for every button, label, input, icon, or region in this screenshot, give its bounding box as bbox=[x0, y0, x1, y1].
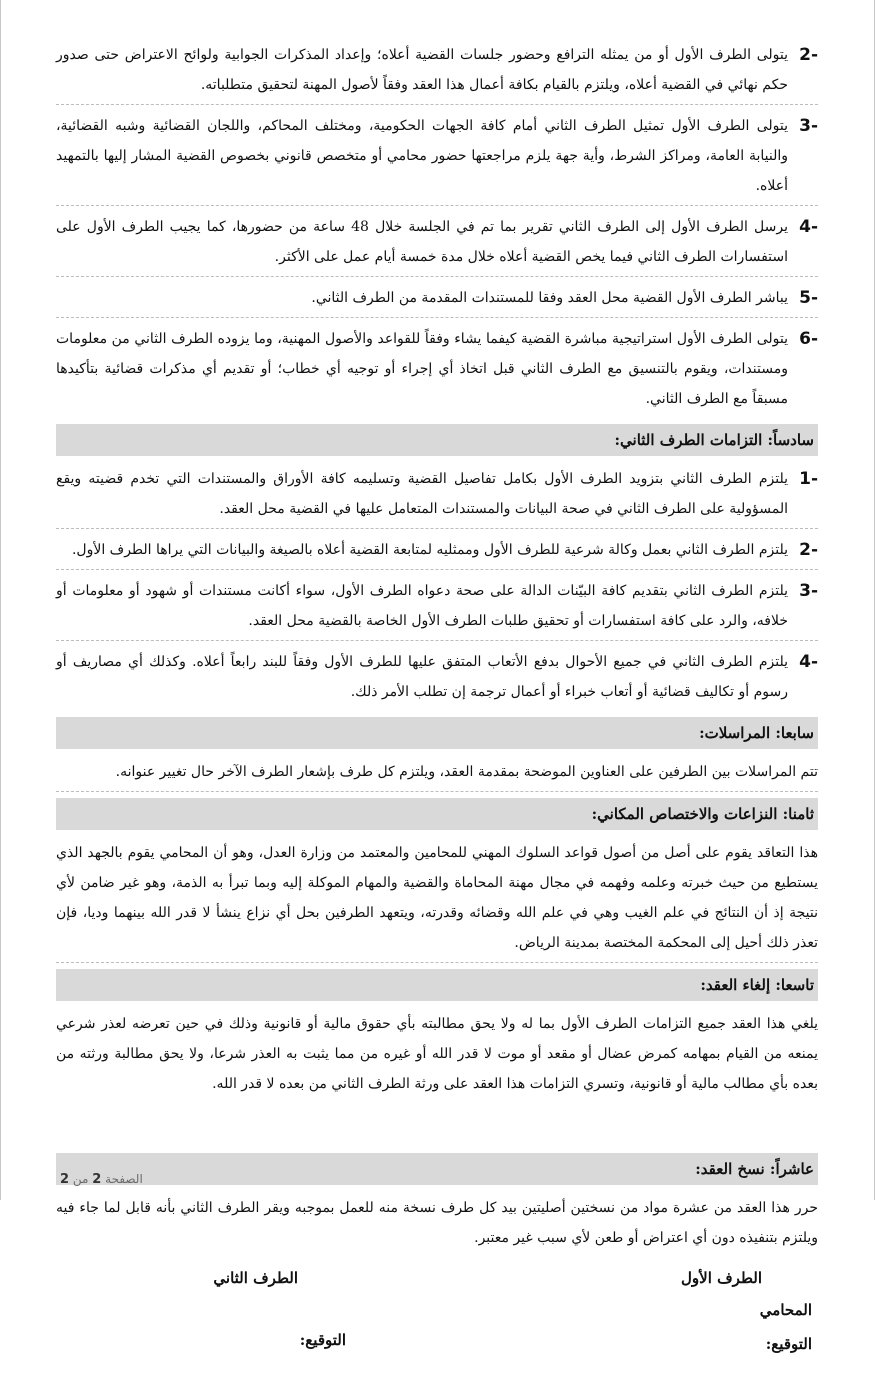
clause-number: 4- bbox=[799, 652, 818, 672]
clause-6-2 bbox=[56, 535, 818, 570]
clause-text: يتولى الطرف الأول استراتيجية مباشرة القضية كيفما يشاء وفقاً للقواعد والأصول المهنية، وما يزوده الطرف الثاني من معلومات ومستندات، ويقوم بالتنسيق مع الطرف الثاني قبل اتخاذ أي إجراء أو توجيه أي خطاب؛ أو تقديم أي مذكرات قضائية بتأكيدها مسبقاً مع الطرف الثاني. bbox=[56, 331, 788, 407]
clause-number: 2- bbox=[799, 540, 818, 560]
clause-text: يتولى الطرف الأول تمثيل الطرف الثاني أمام كافة الجهات الحكومية، ومختلف المحاكم، واللجان القضائية وشبه القضائية، والنيابة العامة، ومراكز الشرط، وأية جهة يلزم مراجعتها حضور محامي أو متخصص قانوني بخصوص القضية المشار إليها بالتمهيد أعلاه. bbox=[56, 118, 788, 194]
clause-5-2 bbox=[56, 40, 818, 105]
section-9-header: تاسعا: إلغاء العقد: bbox=[56, 969, 818, 1001]
clause-6-4 bbox=[56, 647, 818, 711]
clause-number: 3- bbox=[799, 116, 818, 136]
clause-text: يلتزم الطرف الثاني بعمل وكالة شرعية للطرف الأول وممثليه لمتابعة القضية أعلاه بالصيغة والبيانات التي يراها الطرف الأول. bbox=[71, 542, 788, 558]
clause-text: يباشر الطرف الأول القضية محل العقد وفقا للمستندات المقدمة من الطرف الثاني. bbox=[311, 290, 788, 306]
clause-text: يلتزم الطرف الثاني بتزويد الطرف الأول بكامل تفاصيل القضية وتسليمه كافة الأوراق والمستندات التي تخدم قضيته ويقع المسؤولية على الطرف الثاني في صحة البيانات والمستندات المتعامل عليها في القضية محل العقد. bbox=[56, 471, 788, 517]
clause-number: 1- bbox=[799, 469, 818, 489]
clause-5-5 bbox=[56, 283, 818, 318]
contract-document bbox=[56, 40, 818, 1373]
clause-text: يرسل الطرف الأول إلى الطرف الثاني تقرير بما تم في الجلسة خلال 48 ساعة من حضورها، كما يجيب الطرف الأول على استفسارات الطرف الثاني فيما يخص القضية أعلاه خلال مدة خمسة أيام عمل على الأكثر. bbox=[56, 219, 789, 265]
clause-6-1 bbox=[56, 464, 818, 529]
section-6-header: سادساً: التزامات الطرف الثاني: bbox=[56, 424, 818, 456]
footer-prefix: الصفحة bbox=[105, 1172, 143, 1186]
clause-text: يلتزم الطرف الثاني بتقديم كافة البيّنات الدالة على صحة دعواه الطرف الأول، سواء أكانت مستندات أو شهود أو معلومات أو خلافه، والرد على كافة استفسارات أو تحقيق طلبات الطرف الأول الخاصة بالقضية محل العقد. bbox=[56, 583, 788, 629]
spacer bbox=[56, 1109, 818, 1149]
first-party-label: الطرف الأول bbox=[681, 1269, 762, 1287]
clause-number: 4- bbox=[799, 217, 818, 237]
lawyer-label: المحامي bbox=[759, 1301, 812, 1319]
clause-5-3 bbox=[56, 111, 818, 206]
first-party-signature-label: التوقيع: bbox=[765, 1335, 812, 1353]
footer-page-number: 2 bbox=[92, 1172, 102, 1187]
clause-text: يتولى الطرف الأول أو من يمثله الترافع وحضور جلسات القضية أعلاه؛ وإعداد المذكرات الجوابية ولوائح الاعتراض حتى صدور حكم نهائي في القضية أعلاه، ويلتزم بالقيام بكافة أعمال هذا العقد وفقاً لأصول المهنة لتحقيق متطلباته. bbox=[56, 47, 788, 93]
clause-number: 2- bbox=[799, 45, 818, 65]
footer-separator: من bbox=[72, 1172, 89, 1186]
clause-6-3 bbox=[56, 576, 818, 641]
page-footer bbox=[60, 1172, 143, 1187]
section-7-header: سابعا: المراسلات: bbox=[56, 717, 818, 749]
footer-total-pages: 2 bbox=[60, 1172, 70, 1187]
section-9-text: يلغي هذا العقد جميع التزامات الطرف الأول بما له ولا يحق مطالبته بأي حقوق مالية أو قانونية وذلك في حين تعرضه لعذر شرعي يمنعه من القيام بمهامه كمرض عضال أو مقعد أو موت لا قدر الله أو غيره من مما يثبت به العذر شرعا، ولا يحق مطالبة ورثته من بعده بأي مطالب مالية أو قانونية، وتسري التزامات هذا العقد على ورثة الطرف الثاني من بعده لا قدر الله. bbox=[56, 1016, 818, 1092]
section-8-header: ثامنا: النزاعات والاختصاص المكاني: bbox=[56, 798, 818, 830]
clause-text: يلتزم الطرف الثاني في جميع الأحوال بدفع الأتعاب المتفق عليها للطرف الأول وفقاً للبند رابعاً أعلاه. وكذلك أي مصاريف أو رسوم أو تكاليف قضائية أو أتعاب خبراء أو أعمال ترجمة إن تطلب الأمر ذلك. bbox=[56, 654, 788, 700]
signature-block bbox=[56, 1263, 818, 1373]
clause-5-6 bbox=[56, 324, 818, 418]
section-7-text: تتم المراسلات بين الطرفين على العناوين الموضحة بمقدمة العقد، ويلتزم كل طرف بإشعار الطرف الآخر حال تغيير عنوانه. bbox=[56, 757, 818, 792]
section-8-text: هذا التعاقد يقوم على أصل من أصول قواعد السلوك المهني للمحامين والمعتمد من وزارة العدل، وهو أن المحامي يقوم بالجهد الذي يستطيع من حيث خبرته وعلمه وفهمه في مجال مهنة المحاماة والقضية والمهام الموكلة إليه وبما تبرأ به الذمة، وهو غير ضامن لأي نتيجة إذ أن النتائج في علم الغيب وهي في علم الله وقضائه وقدرته، ويتعهد الطرفين بحل أي نزاع ينشأ لا قدر الله بينهما وديا، فإن تعذر ذلك أحيل إلى المحكمة المختصة بمدينة الرياض. bbox=[56, 838, 818, 963]
clause-number: 5- bbox=[799, 288, 818, 308]
section-10-text: حرر هذا العقد من عشرة مواد من نسختين أصليتين بيد كل طرف نسخة منه للعمل بموجبه ويقر الطرف الثاني بأنه قابل لما جاء فيه ويلتزم بتنفيذه دون أي اعتراض أو طعن لأي سبب غير معتبر. bbox=[56, 1200, 818, 1246]
clause-number: 3- bbox=[799, 581, 818, 601]
second-party-signature-label: التوقيع: bbox=[299, 1331, 346, 1349]
section-10-header: عاشراً: نسخ العقد: bbox=[56, 1153, 818, 1185]
clause-number: 6- bbox=[799, 329, 818, 349]
clause-5-4 bbox=[56, 212, 818, 277]
second-party-label: الطرف الثاني bbox=[213, 1269, 298, 1287]
